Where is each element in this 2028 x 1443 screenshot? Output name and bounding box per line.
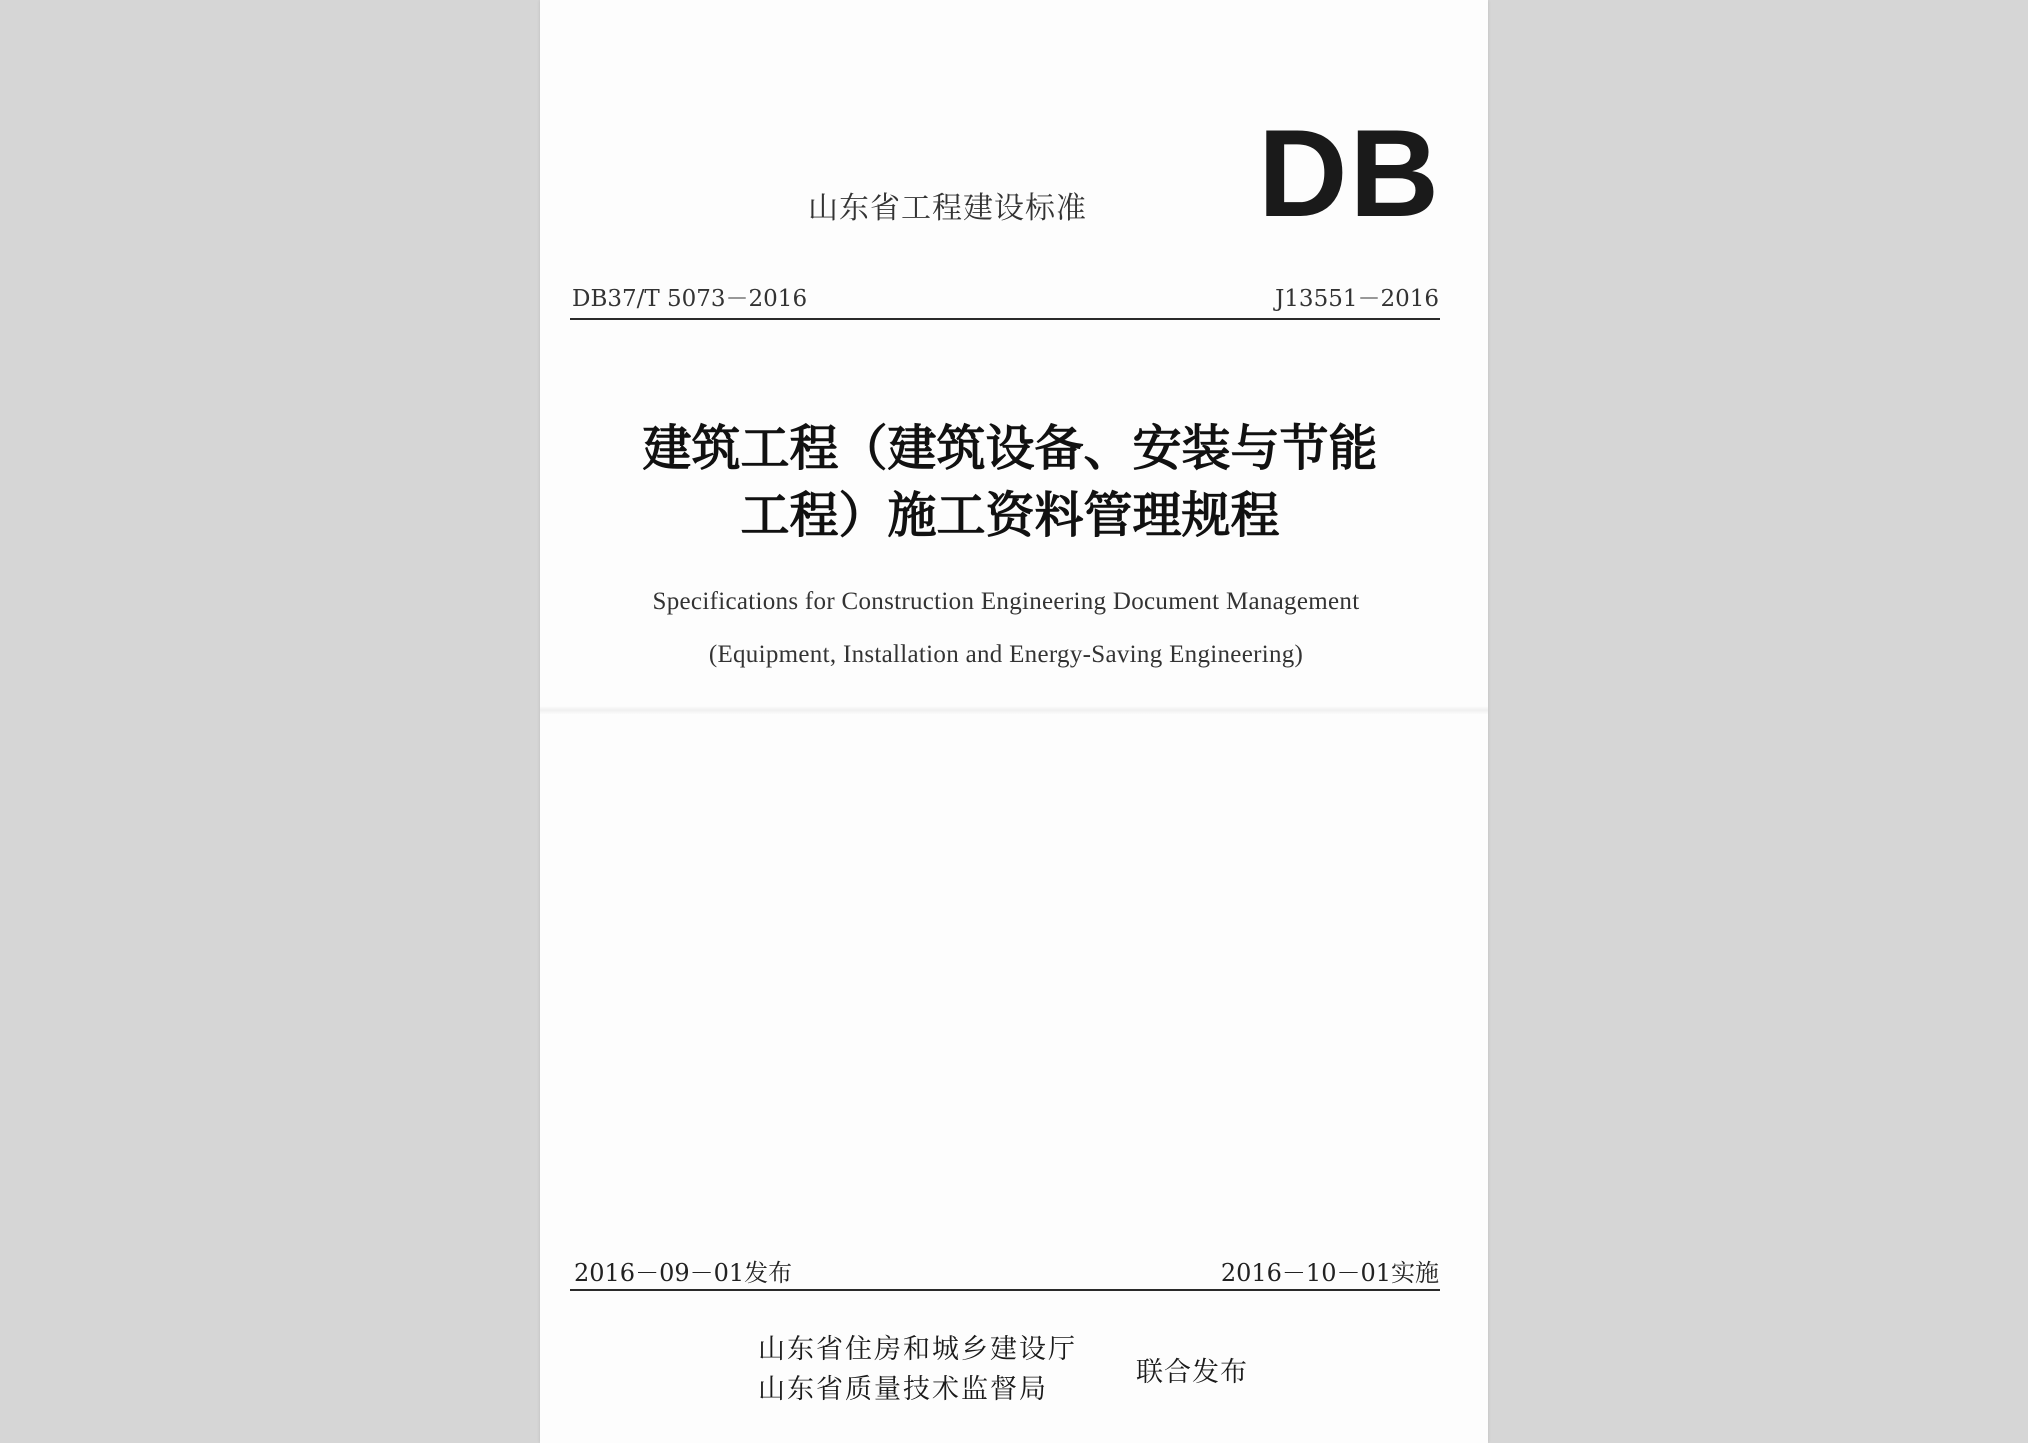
title-en-line2: (Equipment, Installation and Energy-Saving Engineering) (708, 641, 1304, 668)
issue-date: 2016－09－01发布 (574, 1259, 793, 1287)
page-fold (540, 706, 1488, 714)
issuer-housing-department: 山东省住房和城乡建设厅 (758, 1334, 1077, 1365)
header-divider (570, 318, 1440, 320)
title-en-line1: Specifications for Construction Engineering Document Management (652, 588, 1360, 615)
title-zh-line1: 建筑工程（建筑设备、安装与节能 (642, 419, 1378, 477)
issuer-quality-bureau: 山东省质量技术监督局 (758, 1374, 1048, 1405)
issuer-list (758, 1330, 1077, 1410)
standard-number: DB37/T 5073－2016 (572, 286, 808, 312)
footer-divider (570, 1289, 1440, 1291)
document-page (540, 0, 1488, 1443)
joint-release-label: 联合发布 (1136, 1357, 1248, 1388)
db-mark: DB (1258, 105, 1442, 243)
record-number: J13551－2016 (1275, 286, 1439, 312)
title-zh-line2: 工程）施工资料管理规程 (740, 486, 1280, 544)
effective-date: 2016－10－01实施 (1220, 1259, 1439, 1287)
standard-category: 山东省工程建设标准 (808, 191, 1087, 226)
